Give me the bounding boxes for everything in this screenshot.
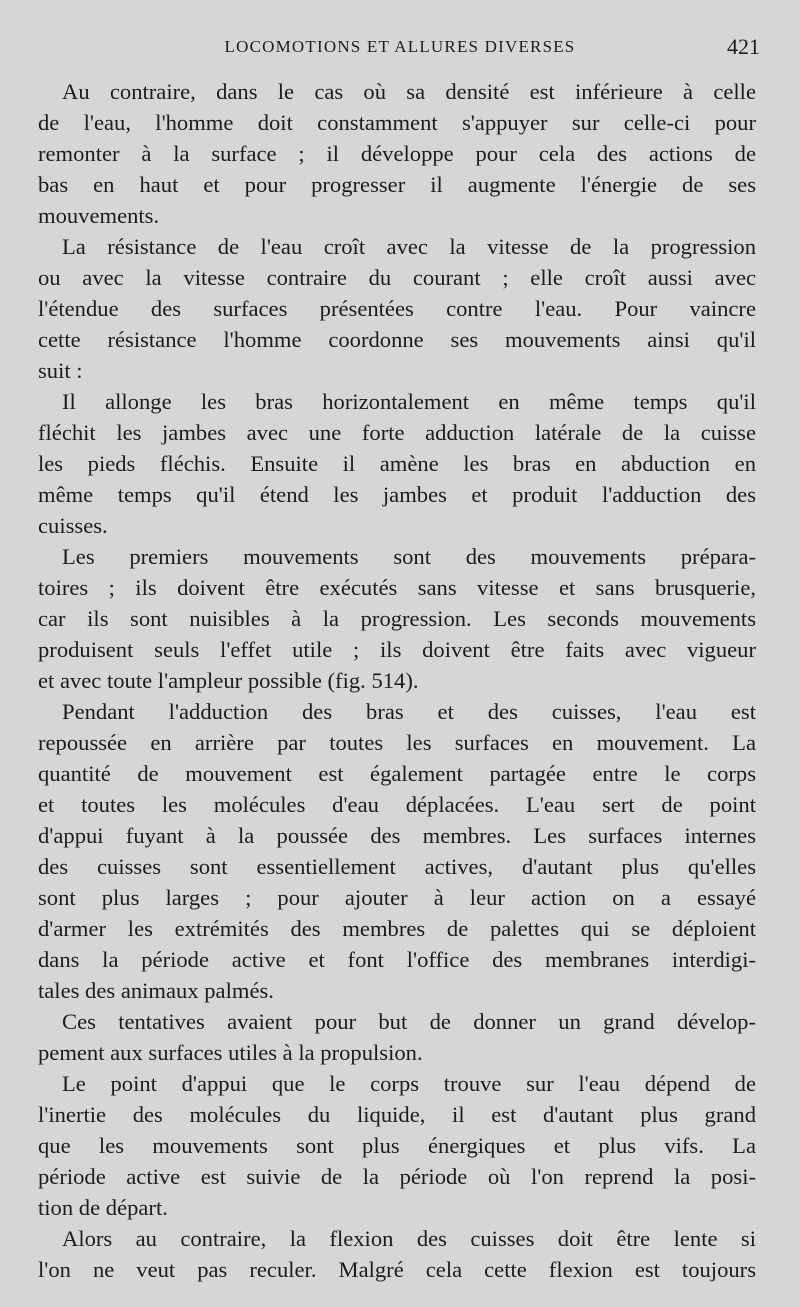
text-line: d'armer les extrémités des membres de palettes qui se déploient	[38, 916, 756, 941]
text-line: l'étendue des surfaces présentées contre l'eau. Pour vaincre	[38, 296, 756, 321]
text-line: fléchit les jambes avec une forte adduction latérale de la cuisse	[38, 420, 756, 445]
paragraph	[38, 1068, 756, 1223]
text-line: remonter à la surface ; il développe pour cela des actions de	[38, 141, 756, 166]
paragraph	[38, 1006, 756, 1068]
text-line: car ils sont nuisibles à la progression. Les seconds mouvements	[38, 606, 756, 631]
text-line: cette résistance l'homme coordonne ses mouvements ainsi qu'il	[38, 327, 756, 352]
text-line: même temps qu'il étend les jambes et produit l'adduction des	[38, 482, 756, 507]
text-line: Les premiers mouvements sont des mouvements prépara-	[62, 544, 756, 569]
paragraph	[38, 696, 756, 1006]
text-line: que les mouvements sont plus énergiques et plus vifs. La	[38, 1133, 756, 1158]
text-line: Pendant l'adduction des bras et des cuisses, l'eau est	[62, 699, 756, 724]
text-line: Alors au contraire, la flexion des cuisses doit être lente si	[62, 1226, 756, 1251]
text-line: toires ; ils doivent être exécutés sans vitesse et sans brusquerie,	[38, 575, 756, 600]
text-line: repoussée en arrière par toutes les surfaces en mouvement. La	[38, 730, 756, 755]
text-line: quantité de mouvement est également partagée entre le corps	[38, 761, 756, 786]
text-line: tion de départ.	[38, 1195, 168, 1220]
text-line: d'appui fuyant à la poussée des membres. Les surfaces internes	[38, 823, 756, 848]
paragraph	[38, 541, 756, 696]
text-line: mouvements.	[38, 203, 160, 228]
text-line: bas en haut et pour progresser il augmente l'énergie de ses	[38, 172, 756, 197]
running-title: LOCOMOTIONS ET ALLURES DIVERSES	[224, 37, 576, 56]
text-line: de l'eau, l'homme doit constamment s'appuyer sur celle-ci pour	[38, 110, 756, 135]
paragraph	[38, 76, 756, 231]
text-line: tales des animaux palmés.	[38, 978, 274, 1003]
text-line: La résistance de l'eau croît avec la vitesse de la progression	[62, 234, 756, 259]
text-line: période active est suivie de la période où l'on reprend la posi-	[38, 1164, 756, 1189]
text-line: dans la période active et font l'office des membranes interdigi-	[38, 947, 756, 972]
paragraph	[38, 231, 756, 386]
text-line: Le point d'appui que le corps trouve sur l'eau dépend de	[62, 1071, 756, 1096]
text-line: suit :	[38, 358, 83, 383]
paragraph	[38, 1223, 756, 1285]
text-line: cuisses.	[38, 513, 108, 538]
text-line: sont plus larges ; pour ajouter à leur action on a essayé	[38, 885, 756, 910]
running-head	[40, 34, 760, 60]
text-line: Il allonge les bras horizontalement en même temps qu'il	[62, 389, 756, 414]
text-line: et avec toute l'ampleur possible (fig. 514).	[38, 668, 419, 693]
text-line: et toutes les molécules d'eau déplacées. L'eau sert de point	[38, 792, 756, 817]
text-line: les pieds fléchis. Ensuite il amène les bras en abduction en	[38, 451, 756, 476]
text-line: l'inertie des molécules du liquide, il est d'autant plus grand	[38, 1102, 756, 1127]
text-line: Ces tentatives avaient pour but de donner un grand dévelop-	[62, 1009, 756, 1034]
body-text	[38, 76, 756, 1285]
text-line: l'on ne veut pas reculer. Malgré cela cette flexion est toujours	[38, 1257, 756, 1282]
text-line: pement aux surfaces utiles à la propulsion.	[38, 1040, 423, 1065]
page-number: 421	[727, 34, 760, 59]
text-line: des cuisses sont essentiellement actives, d'autant plus qu'elles	[38, 854, 756, 879]
text-line: Au contraire, dans le cas où sa densité est inférieure à celle	[62, 79, 756, 104]
text-line: produisent seuls l'effet utile ; ils doivent être faits avec vigueur	[38, 637, 756, 662]
text-line: ou avec la vitesse contraire du courant ; elle croît aussi avec	[38, 265, 756, 290]
paragraph	[38, 386, 756, 541]
